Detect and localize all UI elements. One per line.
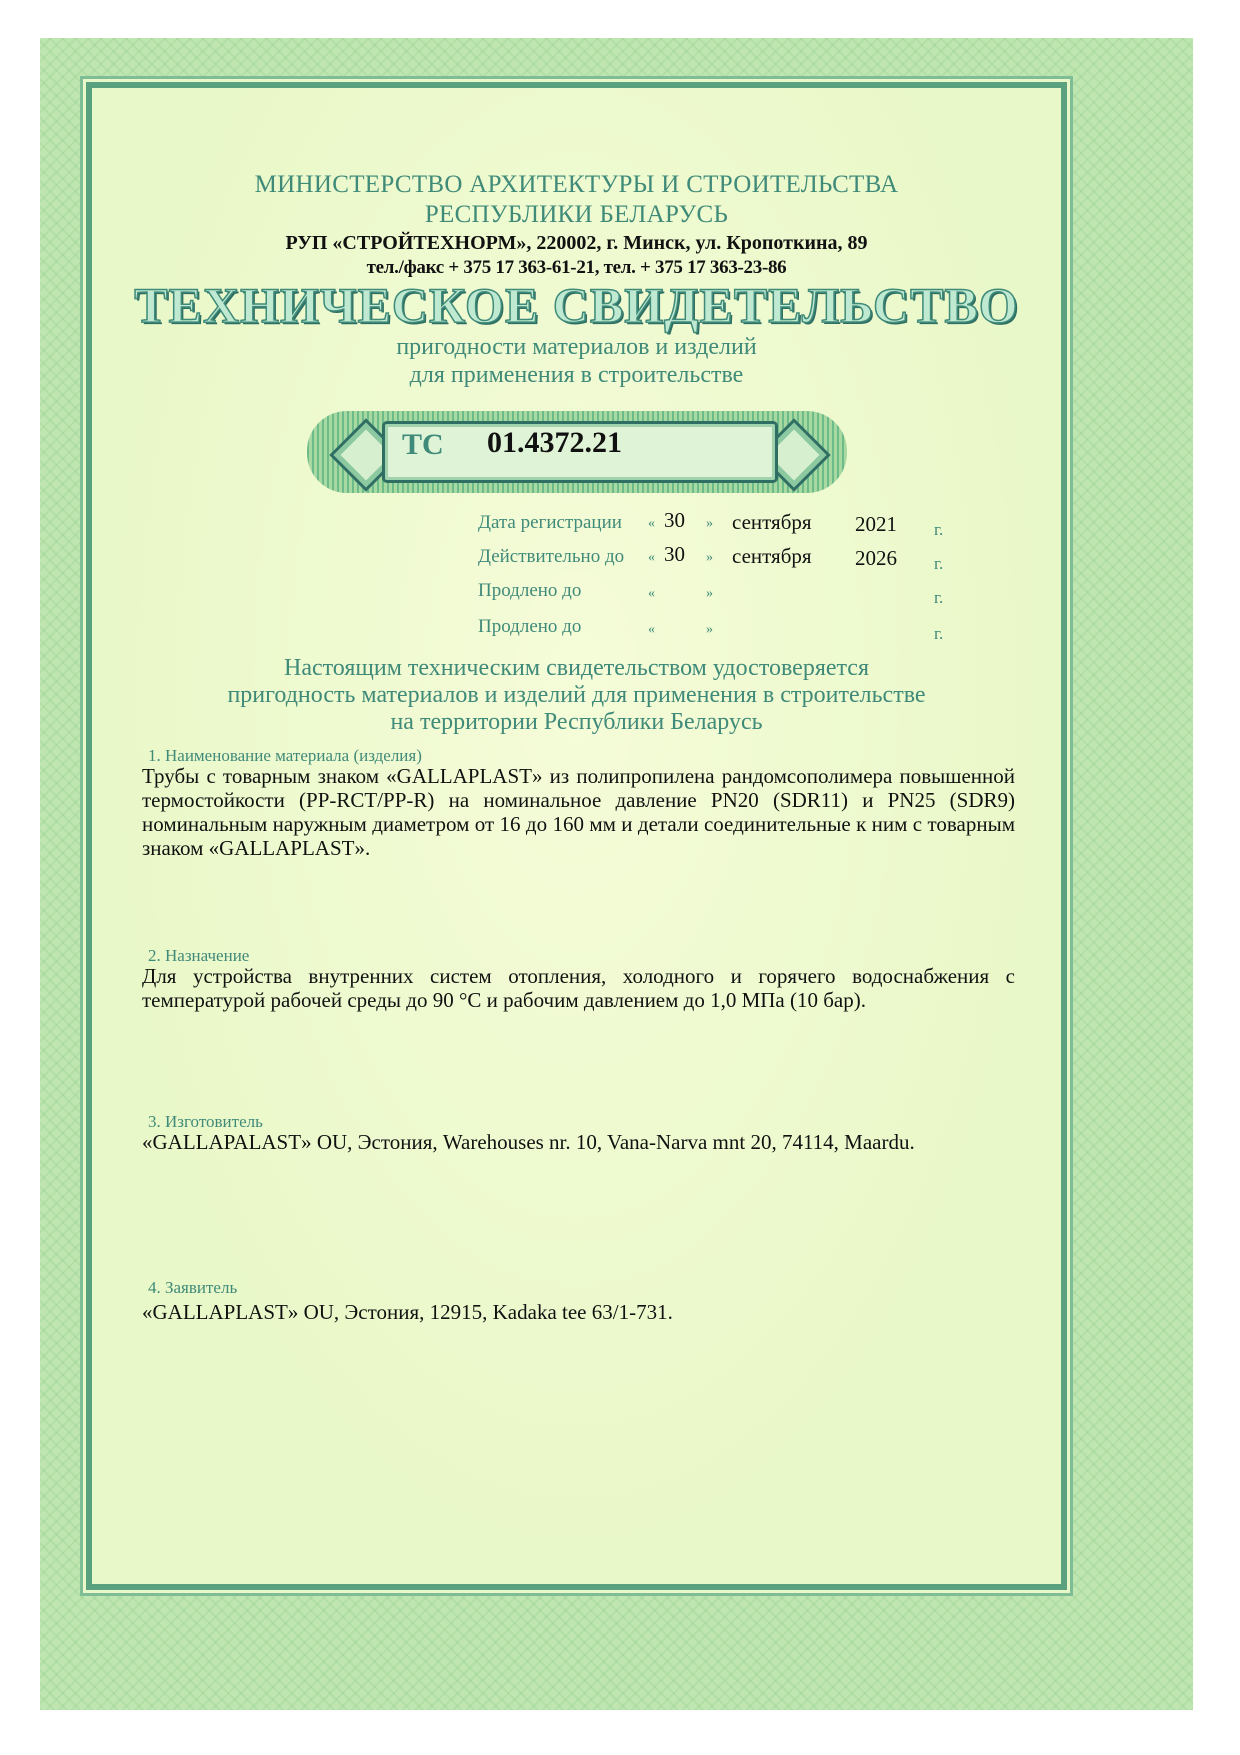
year-suffix: г. xyxy=(934,520,944,539)
date-month: сентября xyxy=(732,510,812,534)
organization-address: РУП «СТРОЙТЕХНОРМ», 220002, г. Минск, ул. Кропоткина, 89 xyxy=(285,232,868,254)
year-suffix: г. xyxy=(934,624,944,643)
document-title: ТЕХНИЧЕСКОЕ СВИДЕТЕЛЬСТВО xyxy=(134,277,1019,333)
section-text-applicant: «GALLAPLAST» OU, Эстония, 12915, Kadaka tee 63/1-731. xyxy=(142,1300,673,1324)
close-quote: » xyxy=(706,550,713,565)
certificate-number: 01.4372.21 xyxy=(487,426,622,459)
section-text-material: Трубы с товарным знаком «GALLAPLAST» из полипропилена рандомсополимера повышенной термостойкости (PP-RCT/PP-R) на номинальное давление PN20 (SDR11) и PN25 (SDR9) номинальным наружным диаметром от 16 до 160 мм и детали соединительные к ним с товарным знаком «GALLAPLAST». xyxy=(142,764,1015,860)
ministry-name-line1: МИНИСТЕРСТВО АРХИТЕКТУРЫ И СТРОИТЕЛЬСТВА xyxy=(254,171,899,198)
statement-line2: пригодность материалов и изделий для применения в строительстве xyxy=(227,682,926,708)
document-subtitle-line1: пригодности материалов и изделий xyxy=(396,334,757,360)
section-label-applicant: 4. Заявитель xyxy=(148,1278,238,1297)
date-label: Продлено до xyxy=(478,616,582,637)
section-text-manufacturer: «GALLAPALAST» OU, Эстония, Warehouses nr. 10, Vana-Narva mnt 20, 74114, Maardu. xyxy=(142,1130,915,1154)
certificate-body xyxy=(86,82,1067,1590)
date-label: Действительно до xyxy=(478,546,625,567)
date-label: Продлено до xyxy=(478,580,582,601)
date-label: Дата регистрации xyxy=(478,512,622,533)
date-year: 2026 xyxy=(855,546,897,570)
section-label-purpose: 2. Назначение xyxy=(148,946,250,965)
open-quote: « xyxy=(648,622,655,637)
year-suffix: г. xyxy=(934,588,944,607)
section-label-material: 1. Наименование материала (изделия) xyxy=(148,746,422,765)
year-suffix: г. xyxy=(934,554,944,573)
section-label-manufacturer: 3. Изготовитель xyxy=(148,1112,263,1131)
close-quote: » xyxy=(706,622,713,637)
close-quote: » xyxy=(706,586,713,601)
organization-contacts: тел./факс + 375 17 363-61-21, тел. + 375 17 363-23-86 xyxy=(366,257,787,278)
statement-line1: Настоящим техническим свидетельством удостоверяется xyxy=(284,655,869,681)
ministry-name-line2: РЕСПУБЛИКИ БЕЛАРУСЬ xyxy=(424,201,729,228)
date-day: 30 xyxy=(664,508,685,532)
open-quote: « xyxy=(648,550,655,565)
close-quote: » xyxy=(706,516,713,531)
certificate-prefix: ТС xyxy=(402,428,444,461)
statement-line3: на территории Республики Беларусь xyxy=(390,709,763,735)
section-text-purpose: Для устройства внутренних систем отопления, холодного и горячего водоснабжения с температурой рабочей среды до 90 °С и рабочим давлением до 1,0 МПа (10 бар). xyxy=(142,964,1015,1012)
open-quote: « xyxy=(648,516,655,531)
open-quote: « xyxy=(648,586,655,601)
date-month: сентября xyxy=(732,544,812,568)
date-year: 2021 xyxy=(855,512,897,536)
date-day: 30 xyxy=(664,542,685,566)
document-subtitle-line2: для применения в строительстве xyxy=(409,362,744,388)
